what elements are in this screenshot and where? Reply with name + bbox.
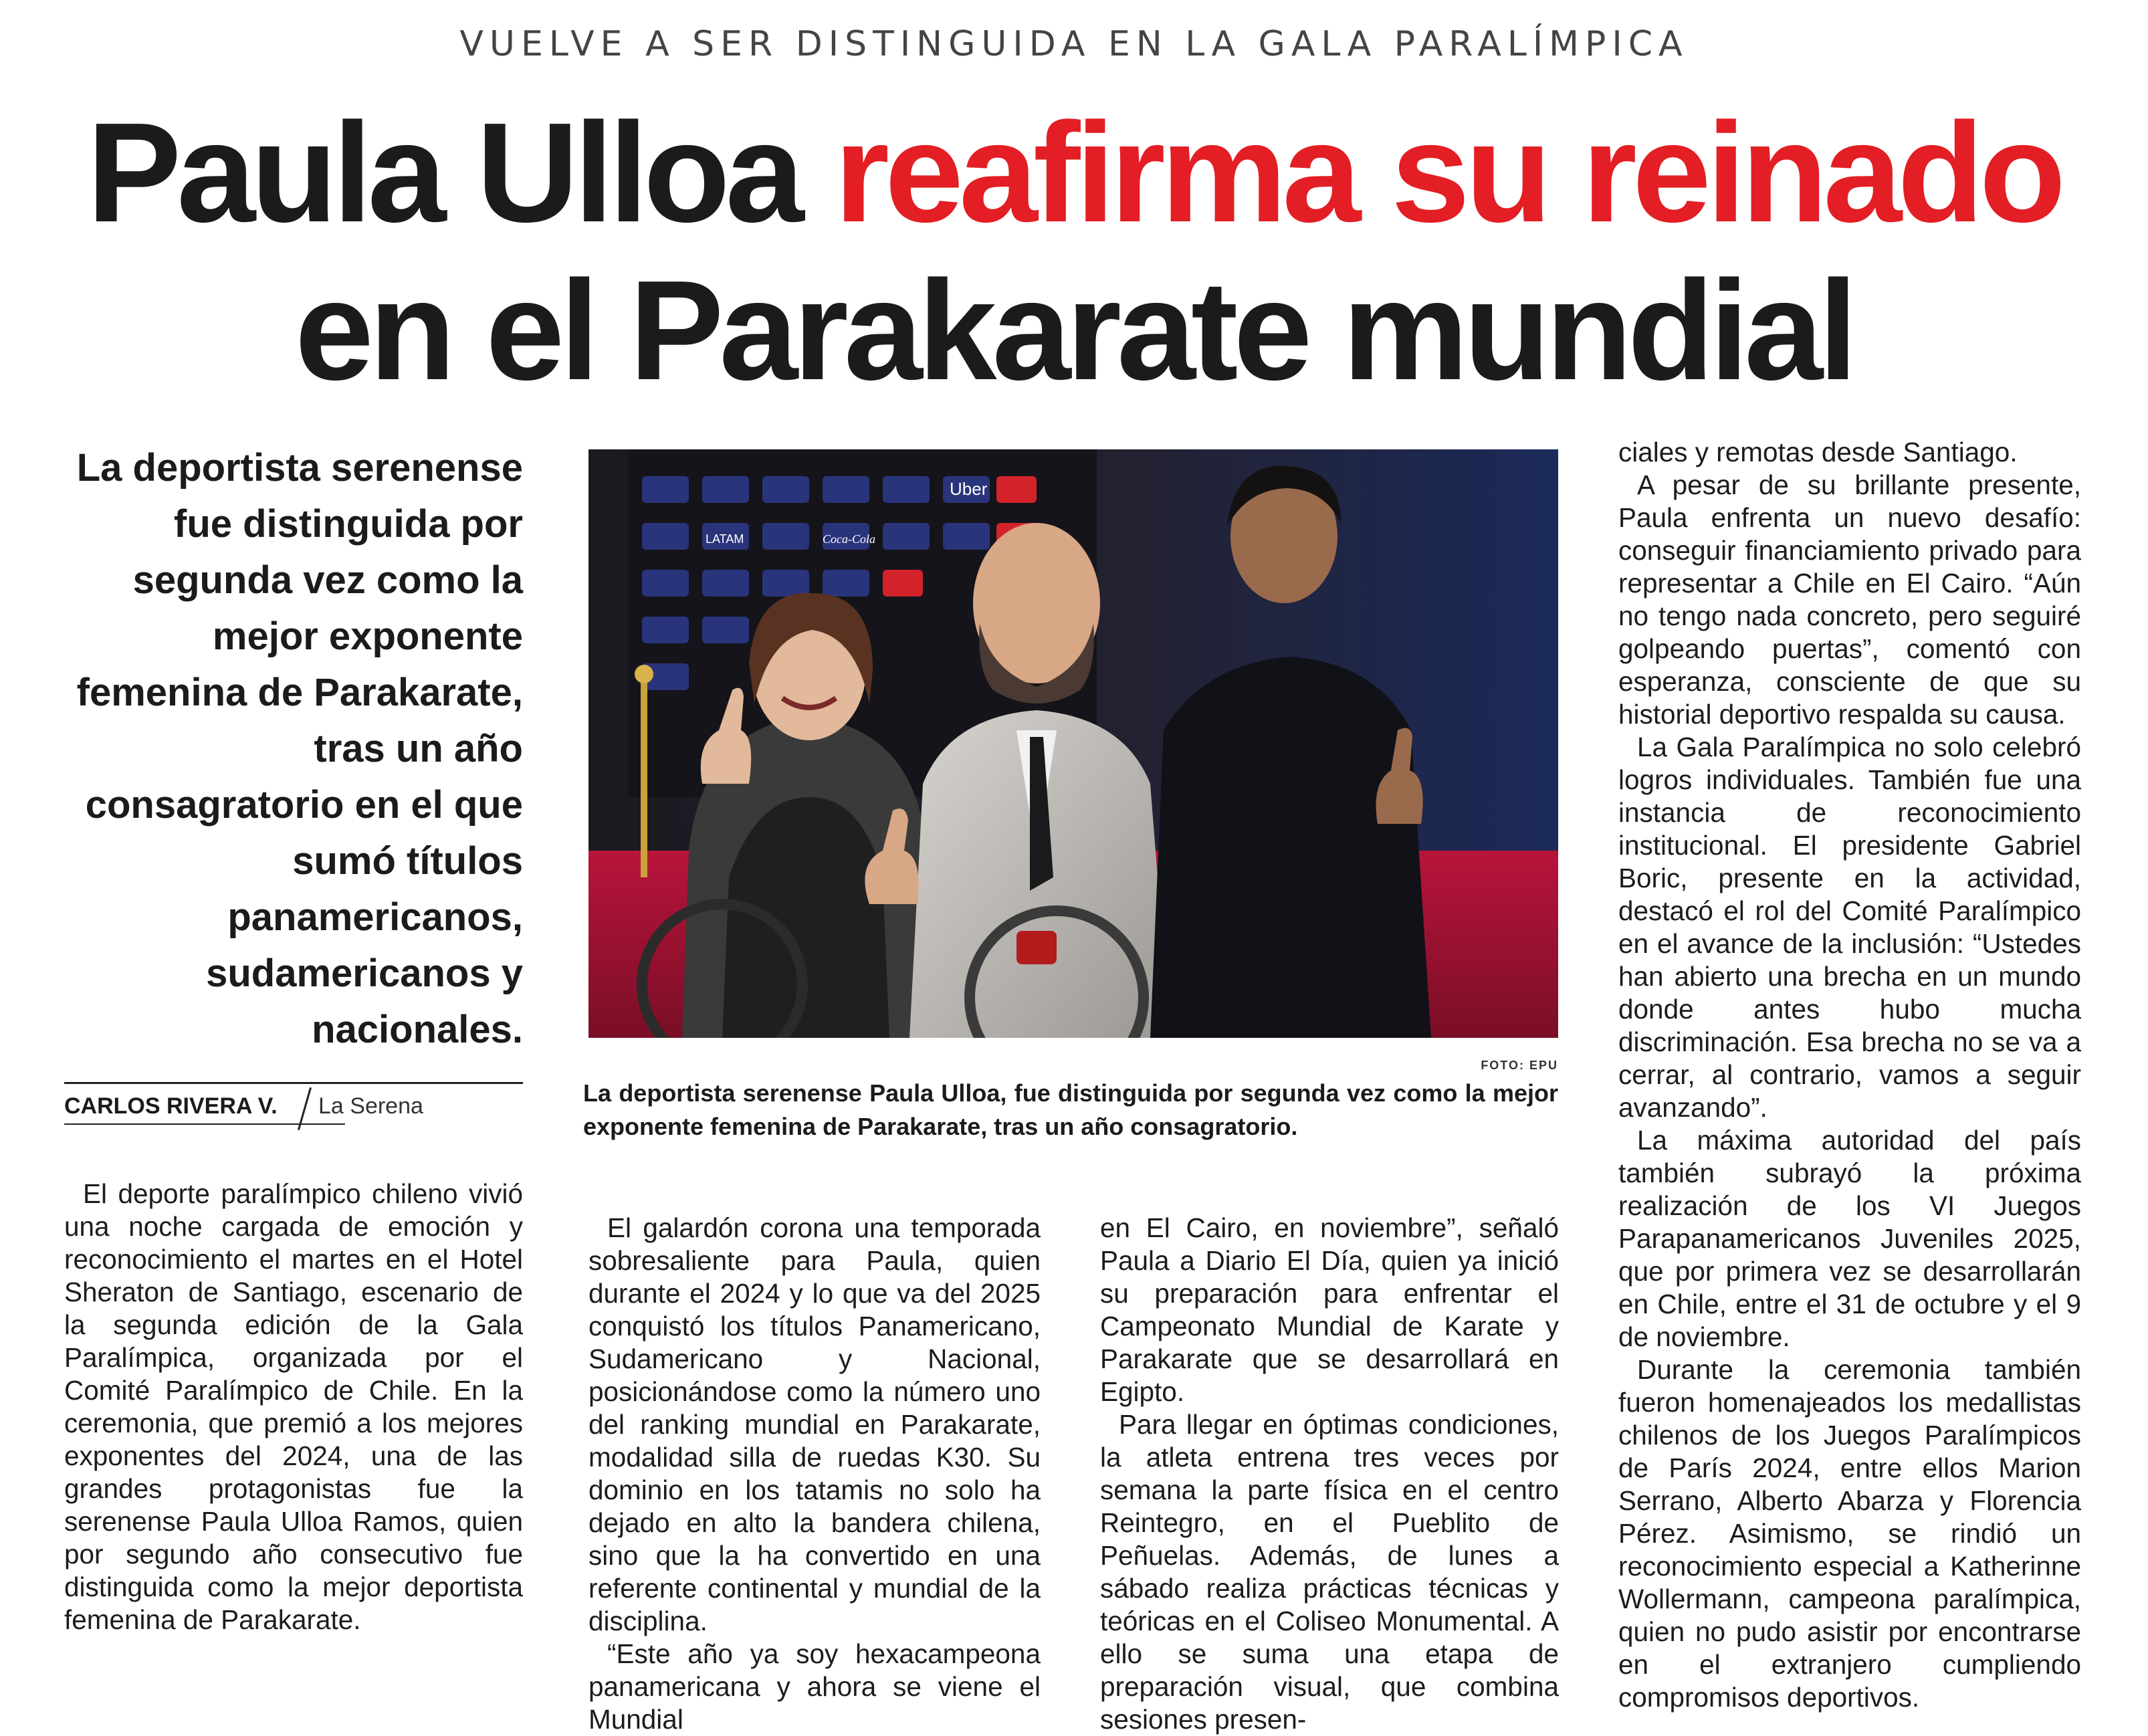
paragraph: La máxima autoridad del país también subrayó la próxima realización de los VI Juegos Parapanamericanos Juveniles 2025, que por primera vez se desarrollarán en Chile, entre el 31 de octubre y el 9 de noviembre.: [1618, 1125, 2081, 1352]
paragraph: “Este año ya soy hexacampeona panamericana y ahora se viene el Mundial: [588, 1638, 1041, 1735]
sponsor-latam-text: LATAM: [706, 532, 744, 546]
article-kicker: VUELVE A SER DISTINGUIDA EN LA GALA PARALÍMPICA: [459, 24, 1689, 64]
paragraph: Durante la ceremonia también fueron homenajeados los medallistas chilenos de los Juegos Paralímpicos de París 2024, entre ellos Marion Serrano, Alberto Abarza y Florencia Pérez. Asimismo, se rindió un reconocimiento especial a Katherinne Wollermann, campeona paralímpica, quien no pudo asistir por encontrarse en el extranjero cumpliendo compromisos deportivos.: [1618, 1354, 2081, 1713]
article-lead: La deportista serenense fue distinguida por segunda vez como la mejor exponente femenina de Parakarate, tras un año consagratorio en el que sumó títulos panamericanos, sudamericanos y nacionales.: [76, 446, 523, 1051]
headline-part-1: Paula Ulloa: [86, 93, 835, 251]
body-column-2: [588, 1212, 1041, 1736]
photo-credit: FOTO: EPU: [1481, 1059, 1558, 1072]
body-column-3: [1100, 1212, 1559, 1736]
byline-underline: [64, 1123, 345, 1125]
photo-illustration: [588, 449, 1558, 1038]
paragraph: La Gala Paralímpica no solo celebró logros individuales. También fue una instancia de reconocimiento institucional. El presidente Gabriel Boric, presente en la actividad, destacó el rol del Comité Paralímpico en el avance de la inclusión: “Ustedes han abierto una brecha en un mundo donde antes hubo mucha discriminación. Esa brecha no se va a cerrar, al contrario, vamos a seguir avanzando”.: [1618, 732, 2081, 1123]
sponsor-coca-cola-text: Coca-Cola: [823, 532, 875, 546]
paragraph: El deporte paralímpico chileno vivió una noche cargada de emoción y reconocimiento el martes en el Hotel Sheraton de Santiago, escenario de la segunda edición de la Gala Paralímpica, organizada por el Comité Paralímpico de Chile. En la ceremonia, que premió a los mejores exponentes del 2024, una de las grandes protagonistas fue la serenense Paula Ulloa Ramos, quien por segundo año consecutivo fue distinguida como la mejor deportista femenina de Parakarate.: [64, 1178, 523, 1635]
body-column-1: [64, 1178, 523, 1636]
sponsor-uber-text: Uber: [950, 479, 988, 499]
byline-place: La Serena: [318, 1093, 423, 1119]
byline-author: CARLOS RIVERA V.: [64, 1093, 278, 1119]
paragraph: en El Cairo, en noviembre”, señaló Paula a Diario El Día, quien ya inició su preparación para enfrentar el Campeonato Mundial de Karate y Parakarate que se desarrollará en Egipto.: [1100, 1212, 1559, 1407]
photo-caption: La deportista serenense Paula Ulloa, fue distinguida por segunda vez como la mejor exponente femenina de Parakarate, tras un año consagratorio.: [583, 1079, 1558, 1140]
body-column-4: [1618, 436, 2081, 1714]
headline-part-2-red: reafirma su reinado: [834, 93, 2062, 251]
byline: [64, 1082, 523, 1121]
paragraph: Para llegar en óptimas condiciones, la atleta entrena tres veces por semana la parte física en el centro Reintegro, en el Pueblito de Peñuelas. Además, de lunes a sábado realiza prácticas técnicas y teóricas en el Coliseo Monumental. A ello se suma una etapa de preparación visual, que combina sesiones presen-: [1100, 1409, 1559, 1735]
paragraph: El galardón corona una temporada sobresaliente para Paula, quien durante el 2024 y lo que va del 2025 conquistó los títulos Panamericano, Sudamericano y Nacional, posicionándose como la número uno del ranking mundial en Parakarate, modalidad silla de ruedas K30. Su dominio en los tatamis no solo ha dejado en alto la bandera chilena, sino que la ha convertido en una referente continental y mundial de la disciplina.: [588, 1212, 1041, 1636]
paragraph: A pesar de su brillante presente, Paula enfrenta un nuevo desafío: conseguir financiamiento privado para representar a Chile en El Cairo. “Aún no tengo nada concreto, pero seguiré golpeando puertas”, comentó con esperanza, consciente de que su historial deportivo respalda su causa.: [1618, 469, 2081, 730]
paragraph: ciales y remotas desde Santiago.: [1618, 437, 2018, 467]
article-headline: [0, 94, 2148, 409]
article-photo: [588, 449, 1558, 1038]
red-card-object: [1016, 931, 1057, 964]
headline-part-3: en el Parakarate mundial: [294, 251, 1854, 409]
